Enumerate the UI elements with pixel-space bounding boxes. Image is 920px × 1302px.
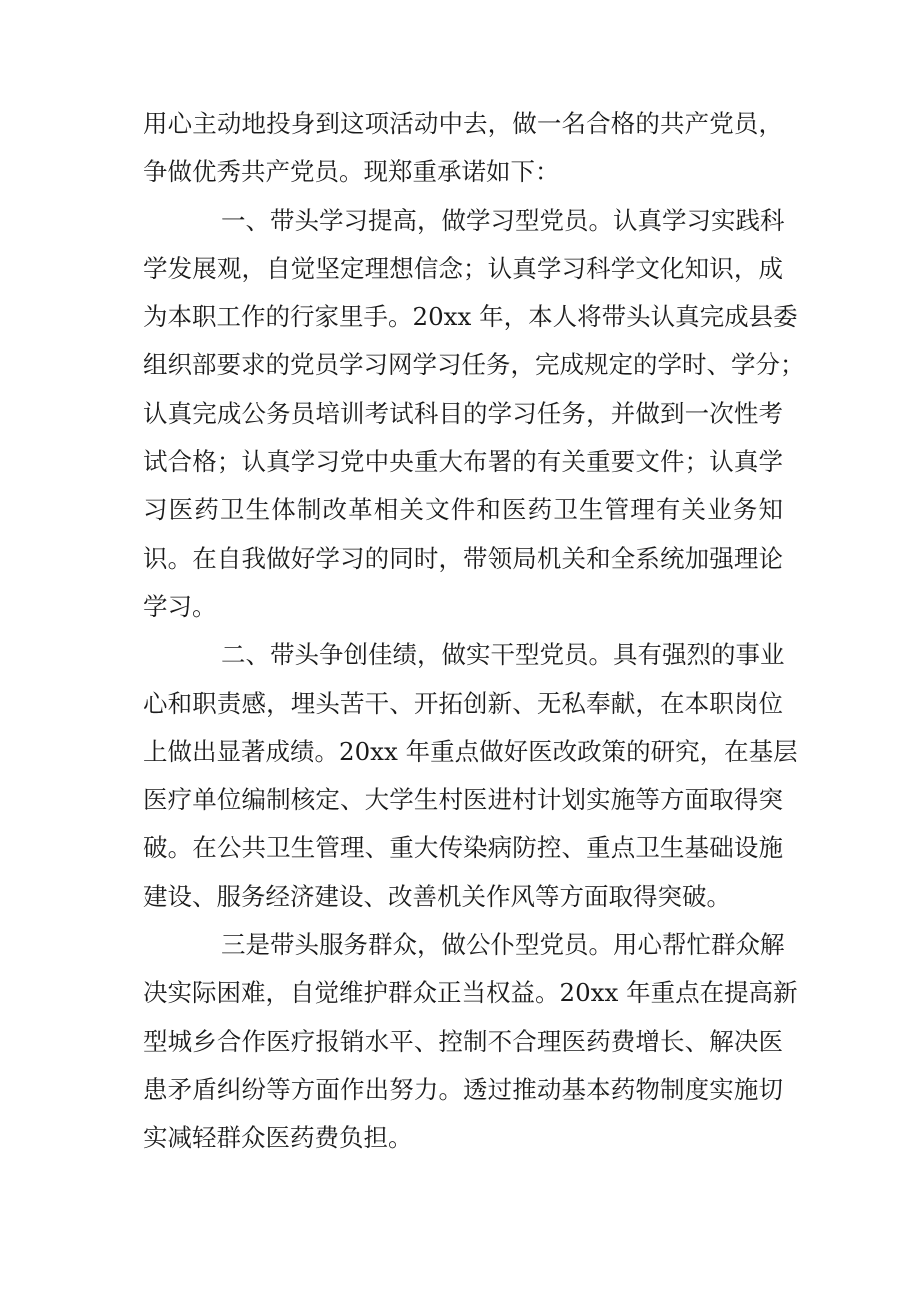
text-line: 建设、服务经济建设、改善机关作风等方面取得突破。 xyxy=(143,881,731,911)
text-line: 习医药卫生体制改革相关文件和医药卫生管理有关业务知 xyxy=(143,495,783,525)
text-line: 学习。 xyxy=(143,591,217,621)
text-line: 医疗单位编制核定、大学生村医进村计划实施等方面取得突 xyxy=(143,785,783,815)
paragraph-intro xyxy=(143,100,783,197)
text-line: 认真完成公务员培训考试科目的学习任务，并做到一次性考 xyxy=(143,398,783,428)
text-line: 识。在自我做好学习的同时，带领局机关和全系统加强理论 xyxy=(143,543,783,573)
document-body xyxy=(143,100,805,1163)
text-line: 实减轻群众医药费负担。 xyxy=(143,1123,413,1153)
text-line: 为本职工作的行家里手。20xx 年，本人将带头认真完成县委 xyxy=(143,302,798,332)
text-line: 用心主动地投身到这项活动中去，做一名合格的共产党员， xyxy=(143,109,783,138)
paragraph-achievement xyxy=(143,631,798,921)
text-line: 争做优秀共产党员。现郑重承诺如下： xyxy=(143,157,560,187)
text-line: 心和职责感，埋头苦干、开拓创新、无私奉献，在本职岗位 xyxy=(143,688,783,718)
text-line: 破。在公共卫生管理、重大传染病防控、重点卫生基础设施 xyxy=(143,833,783,863)
paragraph-study xyxy=(143,197,805,632)
text-line: 患矛盾纠纷等方面作出努力。透过推动基本药物制度实施切 xyxy=(143,1074,783,1104)
text-line: 决实际困难，自觉维护群众正当权益。20xx 年重点在提高新 xyxy=(143,978,798,1008)
text-line: 试合格；认真学习党中央重大布署的有关重要文件；认真学 xyxy=(143,447,783,477)
text-line: 三是带头服务群众，做公仆型党员。用心帮忙群众解 xyxy=(221,930,785,960)
text-line: 上做出显著成绩。20xx 年重点做好医改政策的研究，在基层 xyxy=(143,736,798,766)
text-line: 二、带头争创佳绩，做实干型党员。具有强烈的事业 xyxy=(221,640,785,670)
paragraph-service xyxy=(143,921,798,1162)
text-line: 一、带头学习提高，做学习型党员。认真学习实践科 xyxy=(221,205,785,235)
text-line: 学发展观，自觉坚定理想信念；认真学习科学文化知识，成 xyxy=(143,253,783,283)
text-line: 型城乡合作医疗报销水平、控制不合理医药费增长、解决医 xyxy=(143,1026,783,1056)
text-line: 组织部要求的党员学习网学习任务，完成规定的学时、学分； xyxy=(143,350,805,380)
